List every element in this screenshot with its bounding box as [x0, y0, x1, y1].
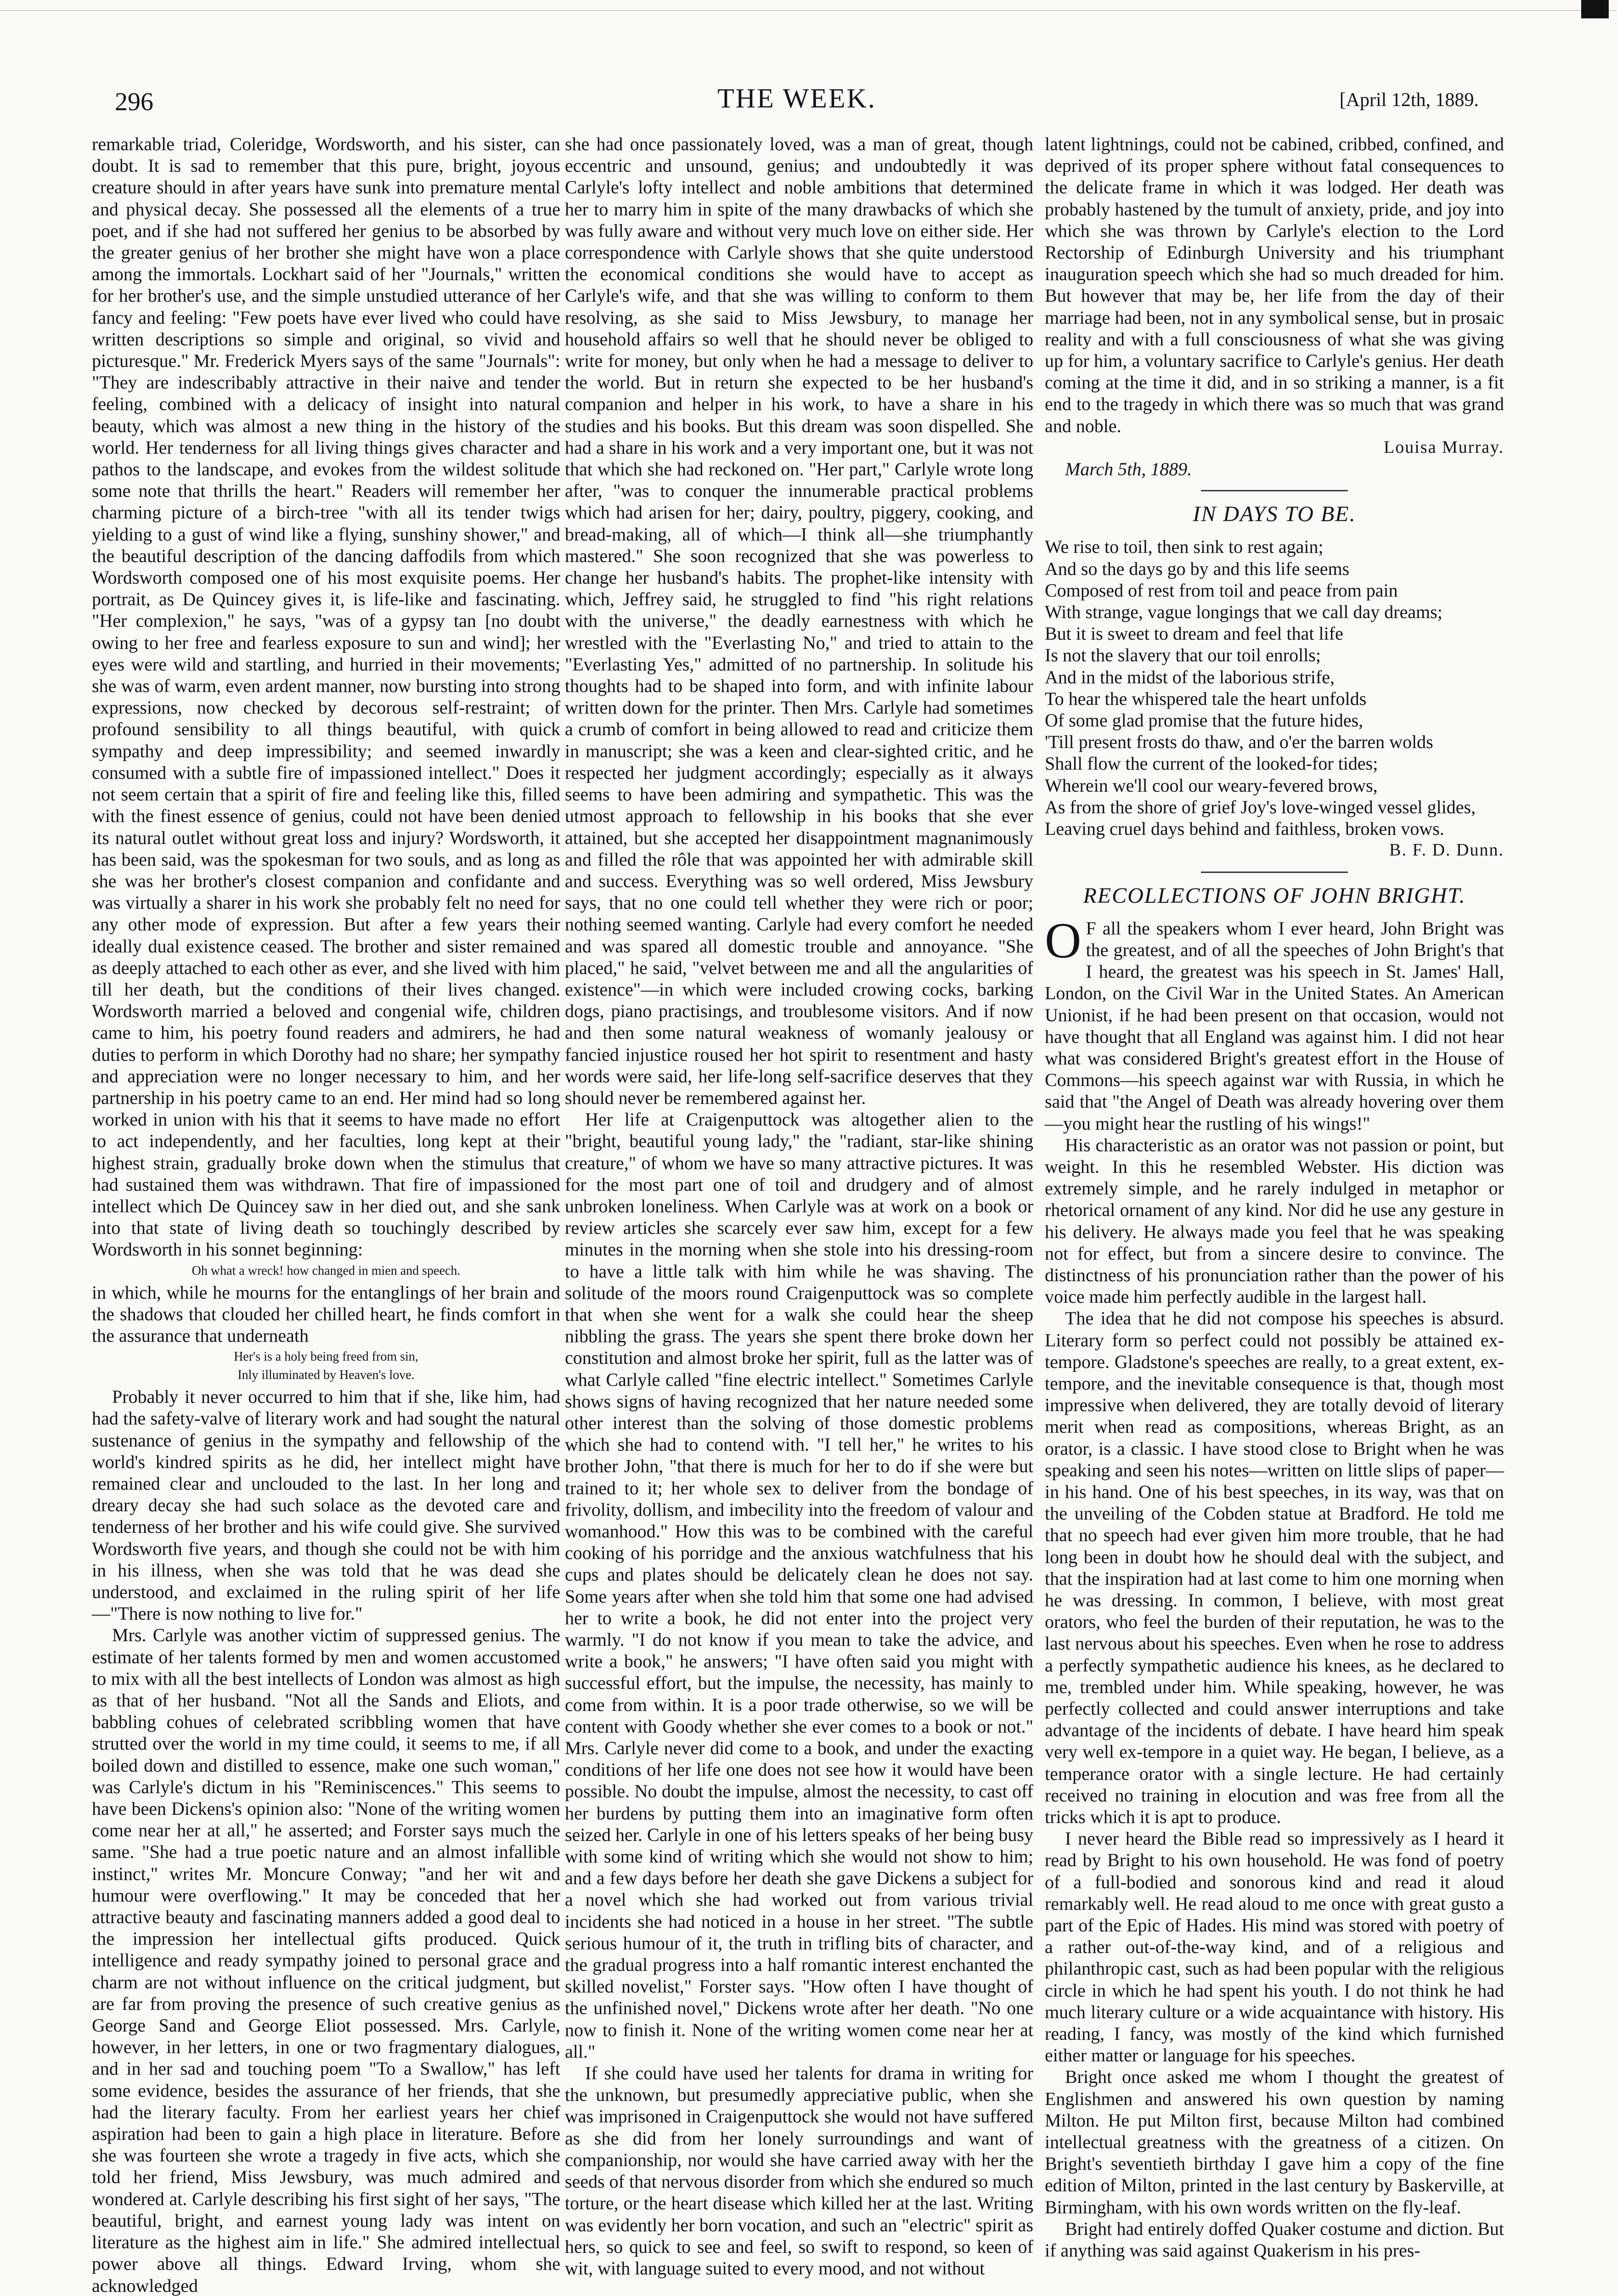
- poem-line: Composed of rest from toil and peace from pain: [1045, 580, 1398, 601]
- page-header: [115, 83, 1479, 124]
- poem-author: B. F. D. Dunn.: [1389, 840, 1504, 860]
- paragraph: Bright had entirely doffed Quaker costume and diction. But if anything was said against Quakerism in his pres-: [1045, 2218, 1504, 2261]
- column-3: [1045, 133, 1504, 2261]
- poem-title: IN DAYS TO BE.: [1193, 502, 1356, 527]
- paragraph: Mrs. Carlyle was another victim of suppressed genius. The estimate of her talents formed by men and women accustomed to mix with all the best intellects of London was almost as high as that of her husband. "Not all the Sands and Eliots, and babbling cohues of celebrated scribbling women that have strutted over the world in my time could, it seems to me, if all boiled down and distilled to essence, make one such woman," was Carlyle's dictum in his "Reminiscences." This seems to have been Dickens's opinion also: "None of the writing women come near her at all," he asserted; and Forster says much the same. "She had a true poetic nature and an almost infallible instinct," writes Mr. Moncure Conway; "and her wit and humour were overflowing." It may be conceded that her attractive beauty and fascinating manners added a good deal to the impression her intellectual gifts produced. Quick intelligence and ready sympathy joined to personal grace and charm are not without influence on the critical judgment, but are far from proving the presence of such creative genius as George Sand and George Eliot possessed. Mrs. Carlyle, however, in her letters, in one or two fragmentary dialogues, and in her sad and touching poem "To a Swallow," has left some evidence, besides the assurance of her friends, that she had the literary faculty. From her earliest years her chief aspiration had been to gain a high place in literature. Before she was fourteen she wrote a tragedy in five acts, which she told her friend, Miss Jewsbury, was much admired and wondered at. Carlyle describing his first sight of her says, "The beautiful, bright, and earnest young lady was intent on literature as the highest aim in life." She admired intellectual power above all things. Edward Irving, whom she acknowledged: [92, 1625, 560, 2296]
- paragraph: remarkable triad, Coleridge, Wordsworth, and his sister, can doubt. It is sad to remember that this pure, bright, joyous creature should in after years have sunk into premature mental and physical decay. She possessed all the elements of a true poet, and if she had not suffered her genius to be absorbed by the greater genius of her brother she might have won a place among the immortals. Lockhart said of her "Journals," written for her brother's use, and the simple unstudied utterance of her fancy and feeling: "Few poets have ever lived who could have written descriptions so simple and original, so vivid and picturesque." Mr. Frederick Myers says of the same "Journals": "They are indescribably attractive in their naive and tender feeling, combined with a delicacy of insight into natural beauty, which was almost a new thing in the history of the world. Her tenderness for all living things gives character and pathos to the landscape, and evokes from the wildest solitude some note that thrills the heart." Readers will remember her charming picture of a birch-tree "with all its tender twigs yielding to a gust of wind like a flying, sunshiny shower," and the beautiful description of the dancing daffodils from which Wordsworth composed one of his most exquisite poems. Her portrait, as De Quincey gives it, is life-like and fascinating. "Her complexion," he says, "was of a gypsy tan [no doubt owing to her free and fearless exposure to sun and wind]; her eyes were wild and startling, and hurried in their movements; she was of warm, even ardent manner, now bursting into strong expressions, now checked by decorous self-restraint; of profound sensibility to all things beautiful, with quick sympathy and deep impressibility; and seemed inwardly consumed with a subtle fire of impassioned intellect." Does it not seem certain that a spirit of fire and feeling like this, filled with the finest essence of genius, could not have been denied its natural outlet without great loss and injury? Wordsworth, it has been said, was the spokesman for two souls, and as long as she was her brother's closest companion and confidante and was virtually a sharer in his work she probably felt no need for any other mode of expression. But after a few years their ideally dual existence ceased. The brother and sister remained as deeply attached to each other as ever, and she lived with him till her death, but the conditions of their lives changed. Wordsworth married a beloved and congenial wife, children came to him, his poetry found readers and admirers, he had duties to perform in which Dorothy had no share; her sympathy and appreciation were no longer necessary to him, and her partnership in his poetry came to an end. Her mind had so long worked in union with his that it seems to have made no effort to act independently, and her faculties, long kept at their highest strain, gradually broke down when the stimulus that had sustained them was withdrawn. That fire of impassioned intellect which De Quincey saw in her died out, and she sank into that state of living death so touchingly described by Wordsworth in his sonnet beginning:: [92, 134, 560, 1260]
- paragraph: I never heard the Bible read so impressively as I heard it read by Bright to his own household. He was fond of poetry of a full-bodied and sonorous kind and read it aloud remarkably well. He read aloud to me once with great gusto a part of the Epic of Hades. His mind was stored with poetry of a rather out-of-the-way kind, and of a religious and philanthropic cast, such as had been popular with the religious circle in which he had spent his youth. I do not think he had much literary culture or a wide acquaintance with history. His reading, I fancy, was mostly of the kind which furnished either matter or language for his speeches.: [1045, 1828, 1504, 2066]
- paragraph: If she could have used her talents for drama in writing for the unknown, but presumedly appreciative public, when she was imprisoned in Craigenputtock she would not have suffered as she did from her lonely surroundings and want of companionship, nor would she have carried away with her the seeds of that nervous disorder from which she endured so much torture, or the heart disease which killed her at the last. Writing was evidently her born vocation, and such an "electric" spirit as hers, so quick to see and feel, so swift to respond, so keen of wit, with language suited to every mood, and not without: [565, 2063, 1033, 2279]
- poem-line: And so the days go by and this life seems: [1045, 558, 1350, 579]
- author-signature: Louisa Murray.: [1384, 437, 1504, 457]
- paragraph: latent lightnings, could not be cabined, cribbed, confined, and deprived of its proper sphere without fatal consequences to the delicate frame in which it was lodged. Her death was probably hastened by the tumult of anxiety, pride, and joy into which she was thrown by Carlyle's election to the Lord Rectorship of Edinburgh University and his triumphant inauguration speech which she had so much dreaded for him. But however that may be, her life from the day of their marriage had been, not in any symbolical sense, but in prosaic reality and with a full consciousness of what she was giving up for him, a voluntary sacrifice to Carlyle's genius. Her death coming at the time it did, and in so striking a manner, is a fit end to the tragedy in which there was so much that was grand and noble.: [1045, 134, 1504, 436]
- article-title: RECOLLECTIONS OF JOHN BRIGHT.: [1083, 883, 1466, 908]
- journal-title: THE WEEK.: [717, 83, 876, 113]
- article-dateline: March 5th, 1889.: [1065, 459, 1192, 480]
- verse-quote-line: Inly illuminated by Heaven's love.: [237, 1368, 415, 1383]
- scan-edge-mark: [1581, 0, 1609, 18]
- paragraph: The idea that he did not compose his speeches is absurd. Literary form so perfect could not possibly be attained ex-tempore. Gladstone's speeches are really, to a great extent, ex-tempore, and the inevitable consequence is that, though most impressive when delivered, they are totally devoid of literary merit when read as compositions, whereas Bright, as an orator, is a classic. I have stood close to Bright when he was speaking and seen his notes—written on little slips of paper—in his hand. One of his best speeches, in its way, was that on the unveiling of the Cobden statue at Bradford. He told me that no speech had ever given him more trouble, that he had long been in doubt how he should deal with the subject, and that the inspiration had at last come to him one morning when he was dressing. In common, I believe, with most great orators, who feel the burden of their reputation, he was to the last nervous about his speeches. Even when he rose to address a perfectly sympathetic audience his knees, as he declared to me, trembled under him. While speaking, however, he was perfectly collected and could answer interruptions and take advantage of the incidents of debate. I have heard him speak very well ex-tempore in a quiet way. He began, I believe, as a temperance orator with a single lecture. He had certainly received no training in elocution and was free from all the tricks which it is apt to produce.: [1045, 1308, 1504, 1828]
- poem-line: Is not the slavery that our toil enrolls;: [1045, 645, 1321, 666]
- paragraph: Probably it never occurred to him that if she, like him, had had the safety-valve of literary work and had sought the natural sustenance of genius in the sympathy and fellowship of the world's kindred spirits as he did, her intellect might have remained clear and unclouded to the last. In her long and dreary decay she had such solace as the devoted care and tenderness of her brother and his wife could give. She survived Wordsworth five years, and though she could not be with him in his illness, when she was told that he was dead she understood, and exclaimed in the ruling spirit of her life—"There is now nothing to live for.": [92, 1386, 560, 1624]
- verse-quote-line: Her's is a holy being freed from sin,: [234, 1350, 418, 1364]
- poem-line: Shall flow the current of the looked-for tides;: [1045, 753, 1378, 774]
- page-number: 296: [115, 88, 153, 116]
- poem-line: To hear the whispered tale the heart unfolds: [1045, 688, 1367, 709]
- poem-line: We rise to toil, then sink to rest again;: [1045, 536, 1324, 557]
- poem: [1045, 536, 1504, 839]
- poem-line: 'Till present frosts do thaw, and o'er the barren wolds: [1045, 732, 1433, 753]
- paragraph: Bright once asked me whom I thought the greatest of Englishmen and answered his own question by naming Milton. He put Milton first, because Milton had combined intellectual greatness with the greatness of a citizen. On Bright's seventieth birthday I gave him a copy of the fine edition of Milton, printed in the last century by Baskerville, at Birmingham, with his own words written on the fly-leaf.: [1045, 2066, 1504, 2217]
- poem-line: But it is sweet to dream and feel that life: [1045, 623, 1343, 644]
- poem-line: With strange, vague longings that we call day dreams;: [1045, 602, 1442, 623]
- paragraph: His characteristic as an orator was not passion or point, but weight. In this he resembled Webster. His diction was extremely simple, and he rarely indulged in metaphor or rhetorical ornament of any kind. Nor did he use any gesture in his delivery. He always made you feel that he was speaking not for effect, but from a sincere desire to convince. The distinctness of his pronunciation rather than the power of his voice made him perfectly audible in the largest hall.: [1045, 1134, 1504, 1307]
- issue-date: [April 12th, 1889.: [1339, 90, 1479, 111]
- paragraph-text: F all the speakers whom I ever heard, John Bright was the greatest, and of all the speeches of John Bright's that I heard, the greatest was his speech in St. James' Hall, London, on the Civil War in the United States. An American Unionist, if he had been present on that occasion, would not have thought that all England was against him. I did not hear what was considered Bright's greatest effort in the House of Commons—his speech against war with Russia, in which he said that "the Angel of Death was already hovering over them—you might hear the rustling of his wings!": [1045, 917, 1504, 1134]
- poem-line: Of some glad promise that the future hides,: [1045, 710, 1363, 731]
- section-divider: [1201, 872, 1348, 873]
- column-1: [92, 133, 560, 2296]
- poem-line: Wherein we'll cool our weary-fevered brows,: [1045, 775, 1378, 796]
- paragraph: in which, while he mourns for the entanglings of her brain and the shadows that clouded her chilled heart, he finds comfort in the assurance that underneath: [92, 1282, 560, 1346]
- paragraph: Her life at Craigenputtock was altogether alien to the "bright, beautiful young lady," the "radiant, star-like shining creature," of whom we have so many attractive pictures. It was for the most part one of toil and drudgery and of almost unbroken loneliness. When Carlyle was at work on a book or review articles she scarcely ever saw him, except for a few minutes in the morning when she stole into his dressing-room to have a little talk with him while he was shaving. The solitude of the moors round Craigenputtock was so complete that when she went for a walk she could hear the sheep nibbling the grass. The years she spent there broke down her constitution and almost broke her spirit, full as the latter was of what Carlyle called "fine electric intellect." Sometimes Carlyle shows signs of having recognized that her nature needed some other interest than the solving of those domestic problems which she had to contend with. "I tell her," he writes to his brother John, "that there is much for her to do if she were but trained to it; her whole sex to deliver from the bondage of frivolity, dollism, and imbecility into the freedom of valour and womanhood." How this was to be combined with the careful cooking of his porridge and the anxious watchfulness that his cups and plates should be delicately clean he does not say. Some years after when she told him that some one had advised her to write a book, he did not enter into the project very warmly. "I do not know if you mean to take the advice, and write a book," he answers; "I have often said you might with successful effort, but the impulse, the necessity, has mainly to come from within. It is a poor trade otherwise, so we will be content with Goody whether she ever comes to a book or not." Mrs. Carlyle never did come to a book, and under the exacting conditions of her life one does not see how it would have been possible. No doubt the impulse, almost the necessity, to cast off her burdens by putting them into an imaginative form often seized her. Carlyle in one of his letters speaks of her being busy with some kind of writing which she would not show to him; and a few days before her death she gave Dickens a subject for a novel which she had worked out from various trivial incidents she had noticed in a house in her street. "The subtle serious humour of it, the truth in trifling bits of character, and the gradual progress into a half romantic interest enchanted the skilled novelist," Forster says. "How often I have thought of the unfinished novel," Dickens wrote after her death. "No one now to finish it. None of the writing women come near her at all.": [565, 1109, 1033, 2062]
- poem-line: As from the shore of grief Joy's love-winged vessel glides,: [1045, 796, 1476, 817]
- section-divider: [1201, 490, 1348, 491]
- paragraph-with-dropcap: [1045, 912, 1504, 1134]
- scan-top-edge: [0, 10, 1617, 11]
- paragraph: she had once passionately loved, was a man of great, though eccentric and unsound, genius; and undoubtedly it was Carlyle's lofty intellect and noble ambitions that determined her to marry him in spite of the many drawbacks of which she was fully aware and without very much love on either side. Her correspondence with Carlyle shows that she quite understood the economical conditions she would have to accept as Carlyle's wife, and that she was willing to conform to them resolving, as she said to Miss Jewsbury, to manage her household affairs so well that he should never be obliged to write for money, but only when he had a message to deliver to the world. But in return she expected to be her husband's companion and helper in his work, to have a share in his studies and his books. But this dream was soon dispelled. She had a share in his work and a very important one, but it was not that which she had reckoned on. "Her part," Carlyle wrote long after, "was to conquer the innumerable practical problems which had arisen for her; dairy, poultry, piggery, cooking, and bread-making, all of which—I think all—she triumphantly mastered." She soon recognized that she was powerless to change her husband's habits. The prophet-like intensity with which, Jeffrey said, he struggled to find "his right relations with the universe," the deadly earnestness with which he wrestled with the "Everlasting No," and tried to attain to the "Everlasting Yes," admitted of no partnership. In solitude his thoughts had to be shaped into form, and with infinite labour written down for the printer. Then Mrs. Carlyle had sometimes a crumb of comfort in being allowed to read and criticize them in manuscript; she was a keen and clear-sighted critic, and he respected her judgment accordingly; especially as it always seems to have been admiring and sympathetic. This was the utmost approach to fellowship in his books that she ever attained, but she accepted her disappointment magnanimously and filled the rôle that was appointed her with admirable skill and success. Everything was so well ordered, Miss Jewsbury says, that no one could tell whether they were rich or poor; nothing seemed wanting. Carlyle had every comfort he needed and was spared all domestic trouble and annoyance. "She placed," he said, "velvet between me and all the angularities of existence"—in which were included crowing cocks, barking dogs, piano practisings, and troublesome visitors. And if now and then some natural weakness of womanly jealousy or fancied injustice roused her hot spirit to resentment and hasty words were said, her life-long self-sacrifice deserves that they should never be remembered against her.: [565, 134, 1033, 1108]
- sonnet-quote: Oh what a wreck! how changed in mien and speech.: [192, 1263, 461, 1278]
- poem-line: And in the midst of the laborious strife,: [1045, 666, 1335, 687]
- poem-line: Leaving cruel days behind and faithless, broken vows.: [1045, 818, 1444, 839]
- drop-cap: O: [1045, 912, 1082, 968]
- column-2: [565, 133, 1033, 2279]
